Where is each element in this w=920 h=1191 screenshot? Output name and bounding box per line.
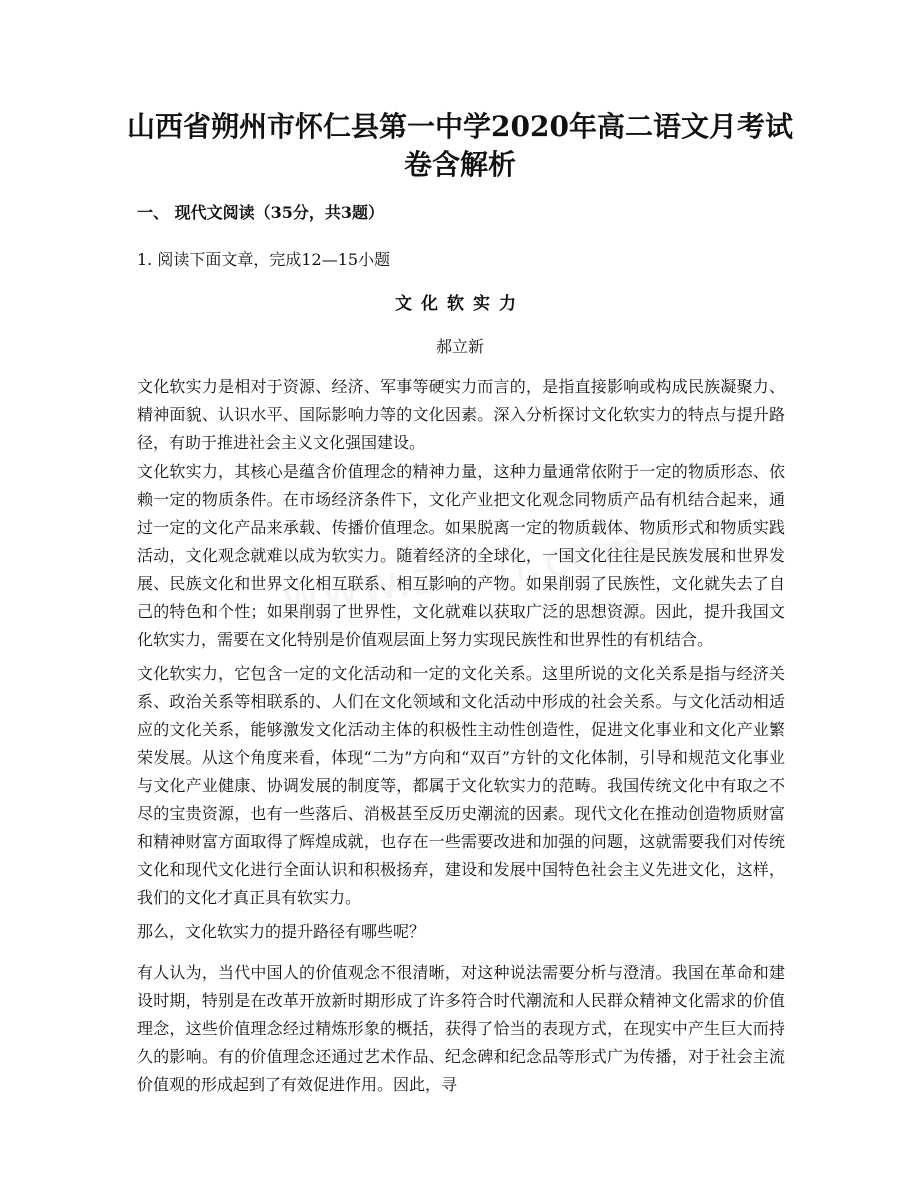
document-title-line-2: 卷含解析	[403, 148, 516, 181]
paragraph-5: 有人认为，当代中国人的价值观念不很清晰，对这种说法需要分析与澄清。我国在革命和建设时期，特别是在改革开放新时期形成了许多符合时代潮流和人民群众精神文化需求的价值理念，这些价值理念经过精炼形象的概括，获得了恰当的表现方式，在现实中产生巨大而持久的影响。有的价值理念还通过艺术作品、纪念碑和纪念品等形式广为传播，对于社会主流价值观的形成起到了有效促进作用。因此，寻	[137, 963, 785, 1094]
paragraph-4: 那么，文化软实力的提升路径有哪些呢？	[137, 922, 426, 941]
article-author: 郝立新	[435, 337, 484, 356]
section-heading: 一、 现代文阅读（35分，共3题）	[137, 203, 384, 222]
article-title: 文化软实力	[395, 294, 525, 314]
paragraph-3: 文化软实力，它包含一定的文化活动和一定的文化关系。这里所说的文化关系是指与经济关系、政治关系等相联系的、人们在文化领域和文化活动中形成的社会关系。与文化活动相适应的文化关系，能够激发文化活动主体的积极性主动性创造性，促进文化事业和文化产业繁荣发展。从这个角度来看，体现“二为”方向和“双百”方针的文化体制，引导和规范文化事业与文化产业健康、协调发展的制度等，都属于文化软实力的范畴。我国传统文化中有取之不尽的宝贵资源，也有一些落后、消极甚至反历史潮流的因素。现代文化在推动创造物质财富和精神财富方面取得了辉煌成就，也存在一些需要改进和加强的问题，这就需要我们对传统文化和现代文化进行全面认识和积极扬弃，建设和发展中国特色社会主义先进文化，这样，我们的文化才真正具有软实力。	[137, 664, 785, 907]
paragraph-1: 文化软实力是相对于资源、经济、军事等硬实力而言的，是指直接影响或构成民族凝聚力、精神面貌、认识水平、国际影响力等的文化因素。深入分析探讨文化软实力的特点与提升路径，有助于推进社会主义文化强国建设。	[137, 377, 785, 452]
question-intro: 1. 阅读下面文章，完成12—15小题	[137, 250, 391, 269]
paragraph-2: 文化软实力，其核心是蕴含价值理念的精神力量，这种力量通常依附于一定的物质形态、依赖一定的物质条件。在市场经济条件下，文化产业把文化观念同物质产品有机结合起来，通过一定的文化产品来承载、传播价值理念。如果脱离一定的物质载体、物质形式和物质实践活动，文化观念就难以成为软实力。随着经济的全球化，一国文化往往是民族发展和世界发展、民族文化和世界文化相互联系、相互影响的产物。如果削弱了民族性，文化就失去了自己的特色和个性；如果削弱了世界性，文化就难以获取广泛的思想资源。因此，提升我国文化软实力，需要在文化特别是价值观层面上努力实现民族性和世界性的有机结合。	[137, 462, 785, 649]
document-title-line-1: 山西省朔州市怀仁县第一中学2020年高二语文月考试	[127, 110, 793, 143]
